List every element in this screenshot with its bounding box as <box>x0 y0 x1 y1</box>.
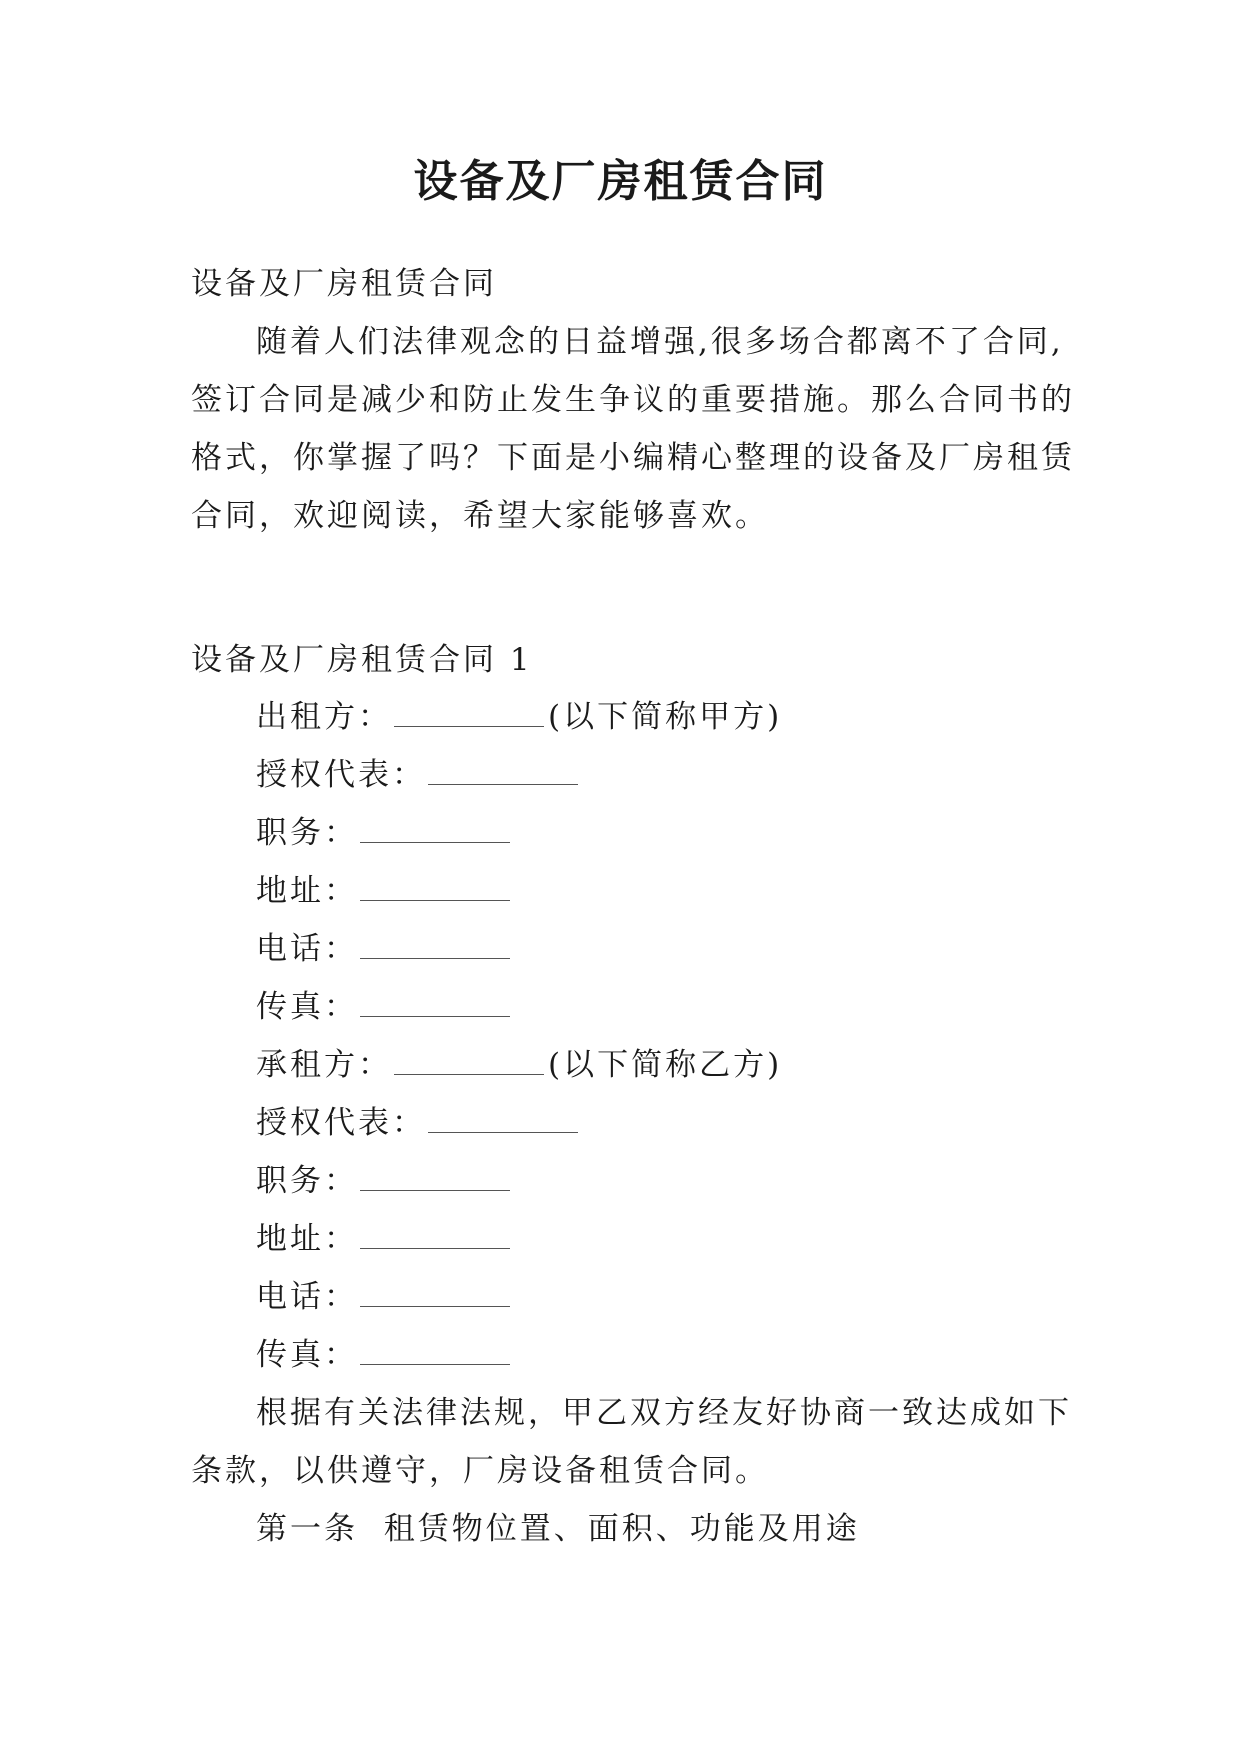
party-b-fax-label: 传真： <box>256 1337 358 1373</box>
intro-paragraph-line-4: 合同，欢迎阅读，希望大家能够喜欢。 <box>191 498 769 534</box>
party-a-position-line <box>256 813 514 853</box>
party-b-position-blank[interactable] <box>360 1162 510 1191</box>
party-a-fax-blank[interactable] <box>360 988 510 1017</box>
lessee-label: 承租方： <box>256 1047 392 1083</box>
party-b-fax-line <box>256 1335 514 1375</box>
party-a-phone-blank[interactable] <box>360 930 510 959</box>
party-b-rep-label: 授权代表： <box>256 1105 426 1141</box>
agreement-line-2: 条款，以供遵守，厂房设备租赁合同。 <box>191 1453 769 1489</box>
party-b-phone-blank[interactable] <box>360 1278 510 1307</box>
party-a-rep-blank[interactable] <box>428 756 578 785</box>
party-b-phone-line <box>256 1277 514 1317</box>
party-b-address-label: 地址： <box>256 1221 358 1257</box>
party-a-address-line <box>256 871 514 911</box>
party-a-phone-label: 电话： <box>256 931 358 967</box>
party-a-rep-label: 授权代表： <box>256 757 426 793</box>
agreement-line-1: 根据有关法律法规，甲乙双方经友好协商一致达成如下 <box>256 1395 1072 1431</box>
document-title: 设备及厂房租赁合同 <box>413 156 828 207</box>
lessee-suffix: (以下简称乙方) <box>548 1047 783 1083</box>
intro-paragraph-line-2: 签订合同是减少和防止发生争议的重要措施。那么合同书的 <box>191 382 1075 418</box>
intro-paragraph-line-3: 格式，你掌握了吗？下面是小编精心整理的设备及厂房租赁 <box>191 440 1075 476</box>
party-b-phone-label: 电话： <box>256 1279 358 1315</box>
article-1-heading: 第一条 租赁物位置、面积、功能及用途 <box>256 1511 860 1547</box>
party-b-rep-blank[interactable] <box>428 1104 578 1133</box>
party-b-rep-line <box>256 1103 582 1143</box>
lessee-blank[interactable] <box>394 1046 544 1075</box>
party-a-address-label: 地址： <box>256 873 358 909</box>
lessor-blank[interactable] <box>394 698 544 727</box>
party-a-fax-line <box>256 987 514 1027</box>
lessor-suffix: (以下简称甲方) <box>548 699 783 735</box>
party-a-phone-line <box>256 929 514 969</box>
lessor-label: 出租方： <box>256 699 392 735</box>
party-b-address-blank[interactable] <box>360 1220 510 1249</box>
party-a-rep-line <box>256 755 582 795</box>
party-a-position-blank[interactable] <box>360 814 510 843</box>
party-a-address-blank[interactable] <box>360 872 510 901</box>
party-a-position-label: 职务： <box>256 815 358 851</box>
lessee-line <box>256 1045 782 1085</box>
party-a-fax-label: 传真： <box>256 989 358 1025</box>
lessor-line <box>256 697 782 737</box>
party-b-position-line <box>256 1161 514 1201</box>
party-b-address-line <box>256 1219 514 1259</box>
intro-heading: 设备及厂房租赁合同 <box>191 266 497 302</box>
contract1-heading: 设备及厂房租赁合同 1 <box>191 642 533 678</box>
party-b-position-label: 职务： <box>256 1163 358 1199</box>
intro-paragraph-line-1: 随着人们法律观念的日益增强,很多场合都离不了合同, <box>256 324 1064 360</box>
party-b-fax-blank[interactable] <box>360 1336 510 1365</box>
